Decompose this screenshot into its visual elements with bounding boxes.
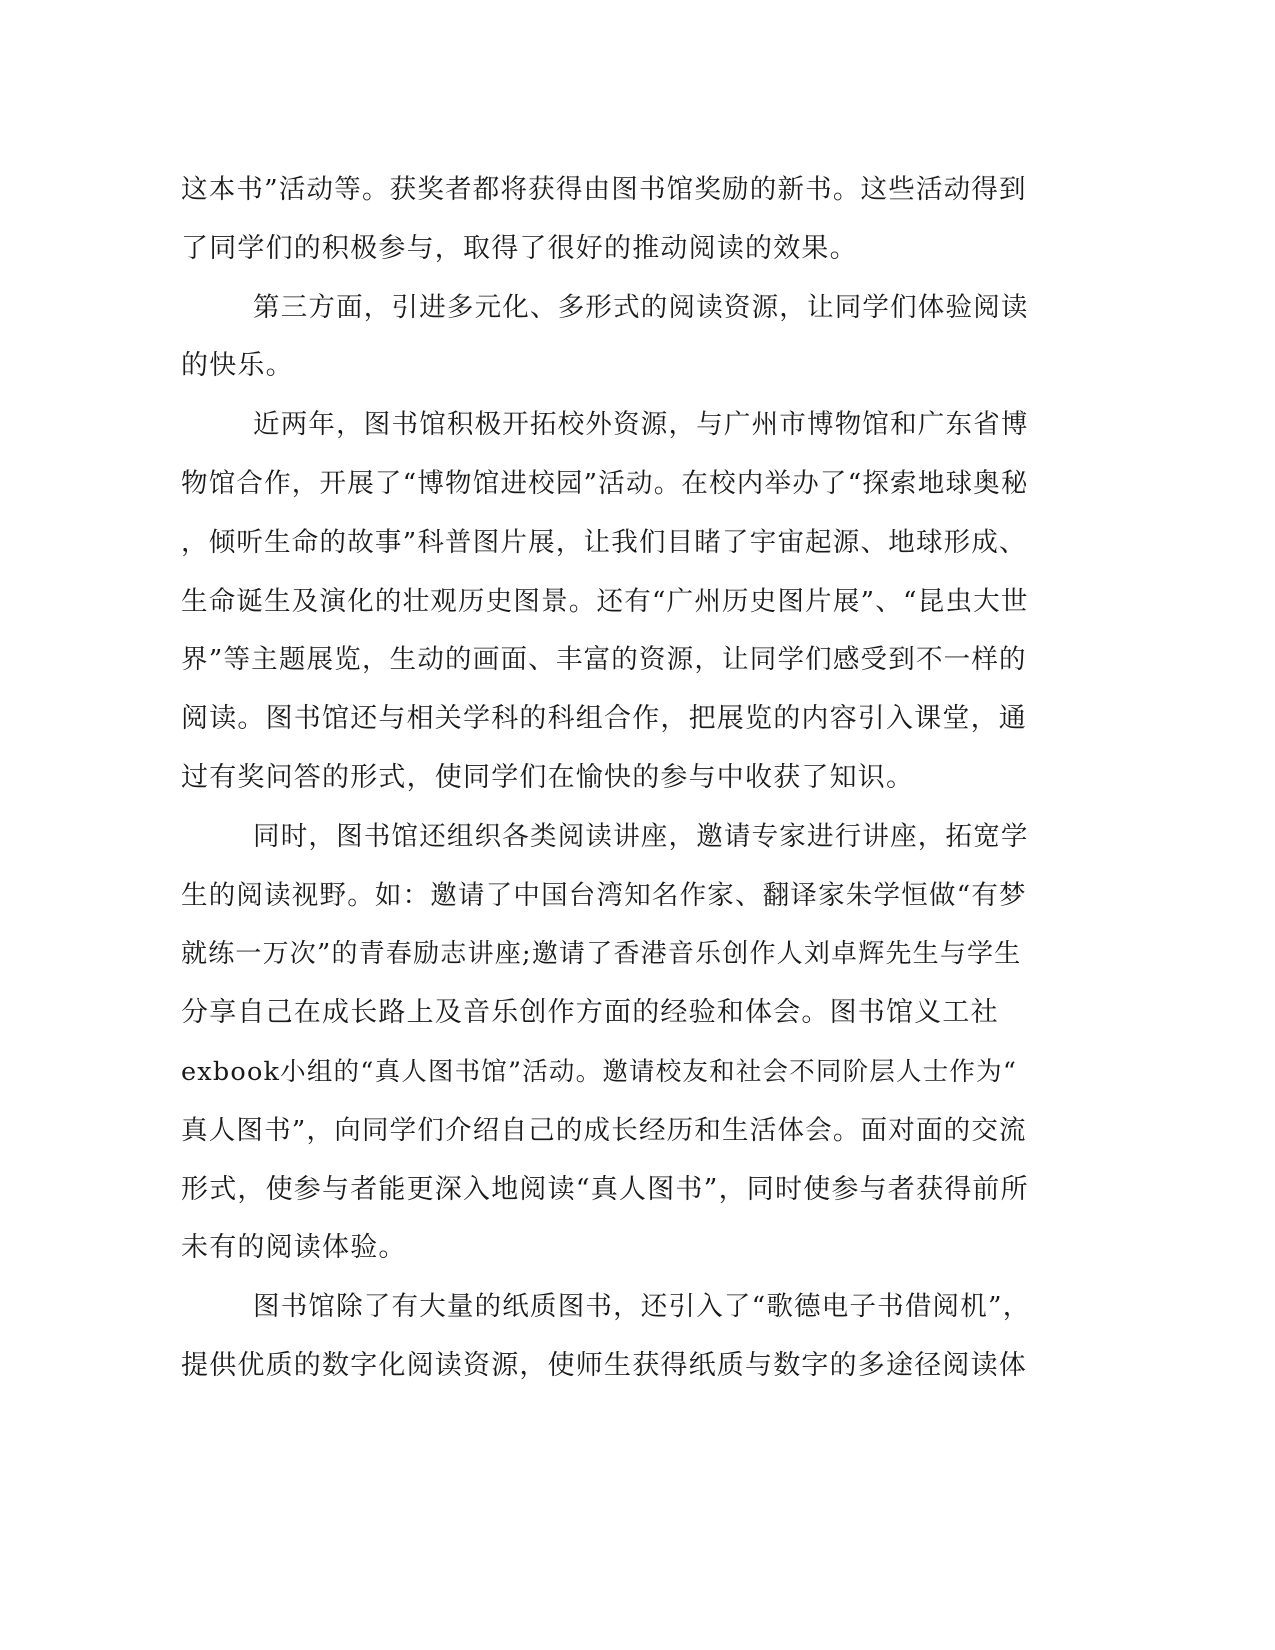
text-line: ，倾听生命的故事”科普图片展，让我们目睹了宇宙起源、地球形成、: [181, 526, 1027, 558]
text-line: 真人图书”，向同学们介绍自己的成长经历和生活体会。面对面的交流: [181, 1114, 1027, 1146]
text-line: 界”等主题展览，生动的画面、丰富的资源，让同学们感受到不一样的: [181, 644, 1027, 676]
text-line: 生的阅读视野。如：邀请了中国台湾知名作家、翻译家朱学恒做“有梦: [181, 879, 1027, 911]
text-line: 分享自己在成长路上及音乐创作方面的经验和体会。图书馆义工社: [181, 997, 999, 1029]
text-line: 提供优质的数字化阅读资源，使师生获得纸质与数字的多途径阅读体: [181, 1349, 1027, 1381]
text-line: 图书馆除了有大量的纸质图书，还引入了“歌德电子书借阅机”，: [253, 1291, 1031, 1323]
body-text: [181, 161, 1031, 1396]
text-line: 近两年，图书馆积极开拓校外资源，与广州市博物馆和广东省博: [253, 409, 1029, 441]
text-line: 未有的阅读体验。: [181, 1232, 407, 1264]
text-line: 了同学们的积极参与，取得了很好的推动阅读的效果。: [181, 232, 858, 264]
text-line: 同时，图书馆还组织各类阅读讲座，邀请专家进行讲座，拓宽学: [253, 820, 1029, 852]
text-line: 阅读。图书馆还与相关学科的科组合作，把展览的内容引入课堂，通: [181, 703, 1027, 735]
text-line: 物馆合作，开展了“博物馆进校园”活动。在校内举办了“探索地球奥秘: [181, 467, 1029, 499]
text-line: 就练一万次”的青春励志讲座;邀请了香港音乐创作人刘卓辉先生与学生: [181, 939, 1022, 970]
text-line: exbook小组的“真人图书馆”活动。邀请校友和社会不同阶层人士作为“: [181, 1056, 1018, 1087]
text-line: 生命诞生及演化的壮观历史图景。还有“广州历史图片展”、“昆虫大世: [181, 585, 1029, 617]
text-line: 过有奖问答的形式，使同学们在愉快的参与中收获了知识。: [181, 761, 915, 793]
text-line: 这本书”活动等。获奖者都将获得由图书馆奖励的新书。这些活动得到: [181, 174, 1027, 205]
text-line: 形式，使参与者能更深入地阅读“真人图书”，同时使参与者获得前所: [181, 1173, 1029, 1205]
text-line: 第三方面，引进多元化、多形式的阅读资源，让同学们体验阅读: [253, 291, 1029, 323]
text-line: 的快乐。: [181, 350, 294, 382]
